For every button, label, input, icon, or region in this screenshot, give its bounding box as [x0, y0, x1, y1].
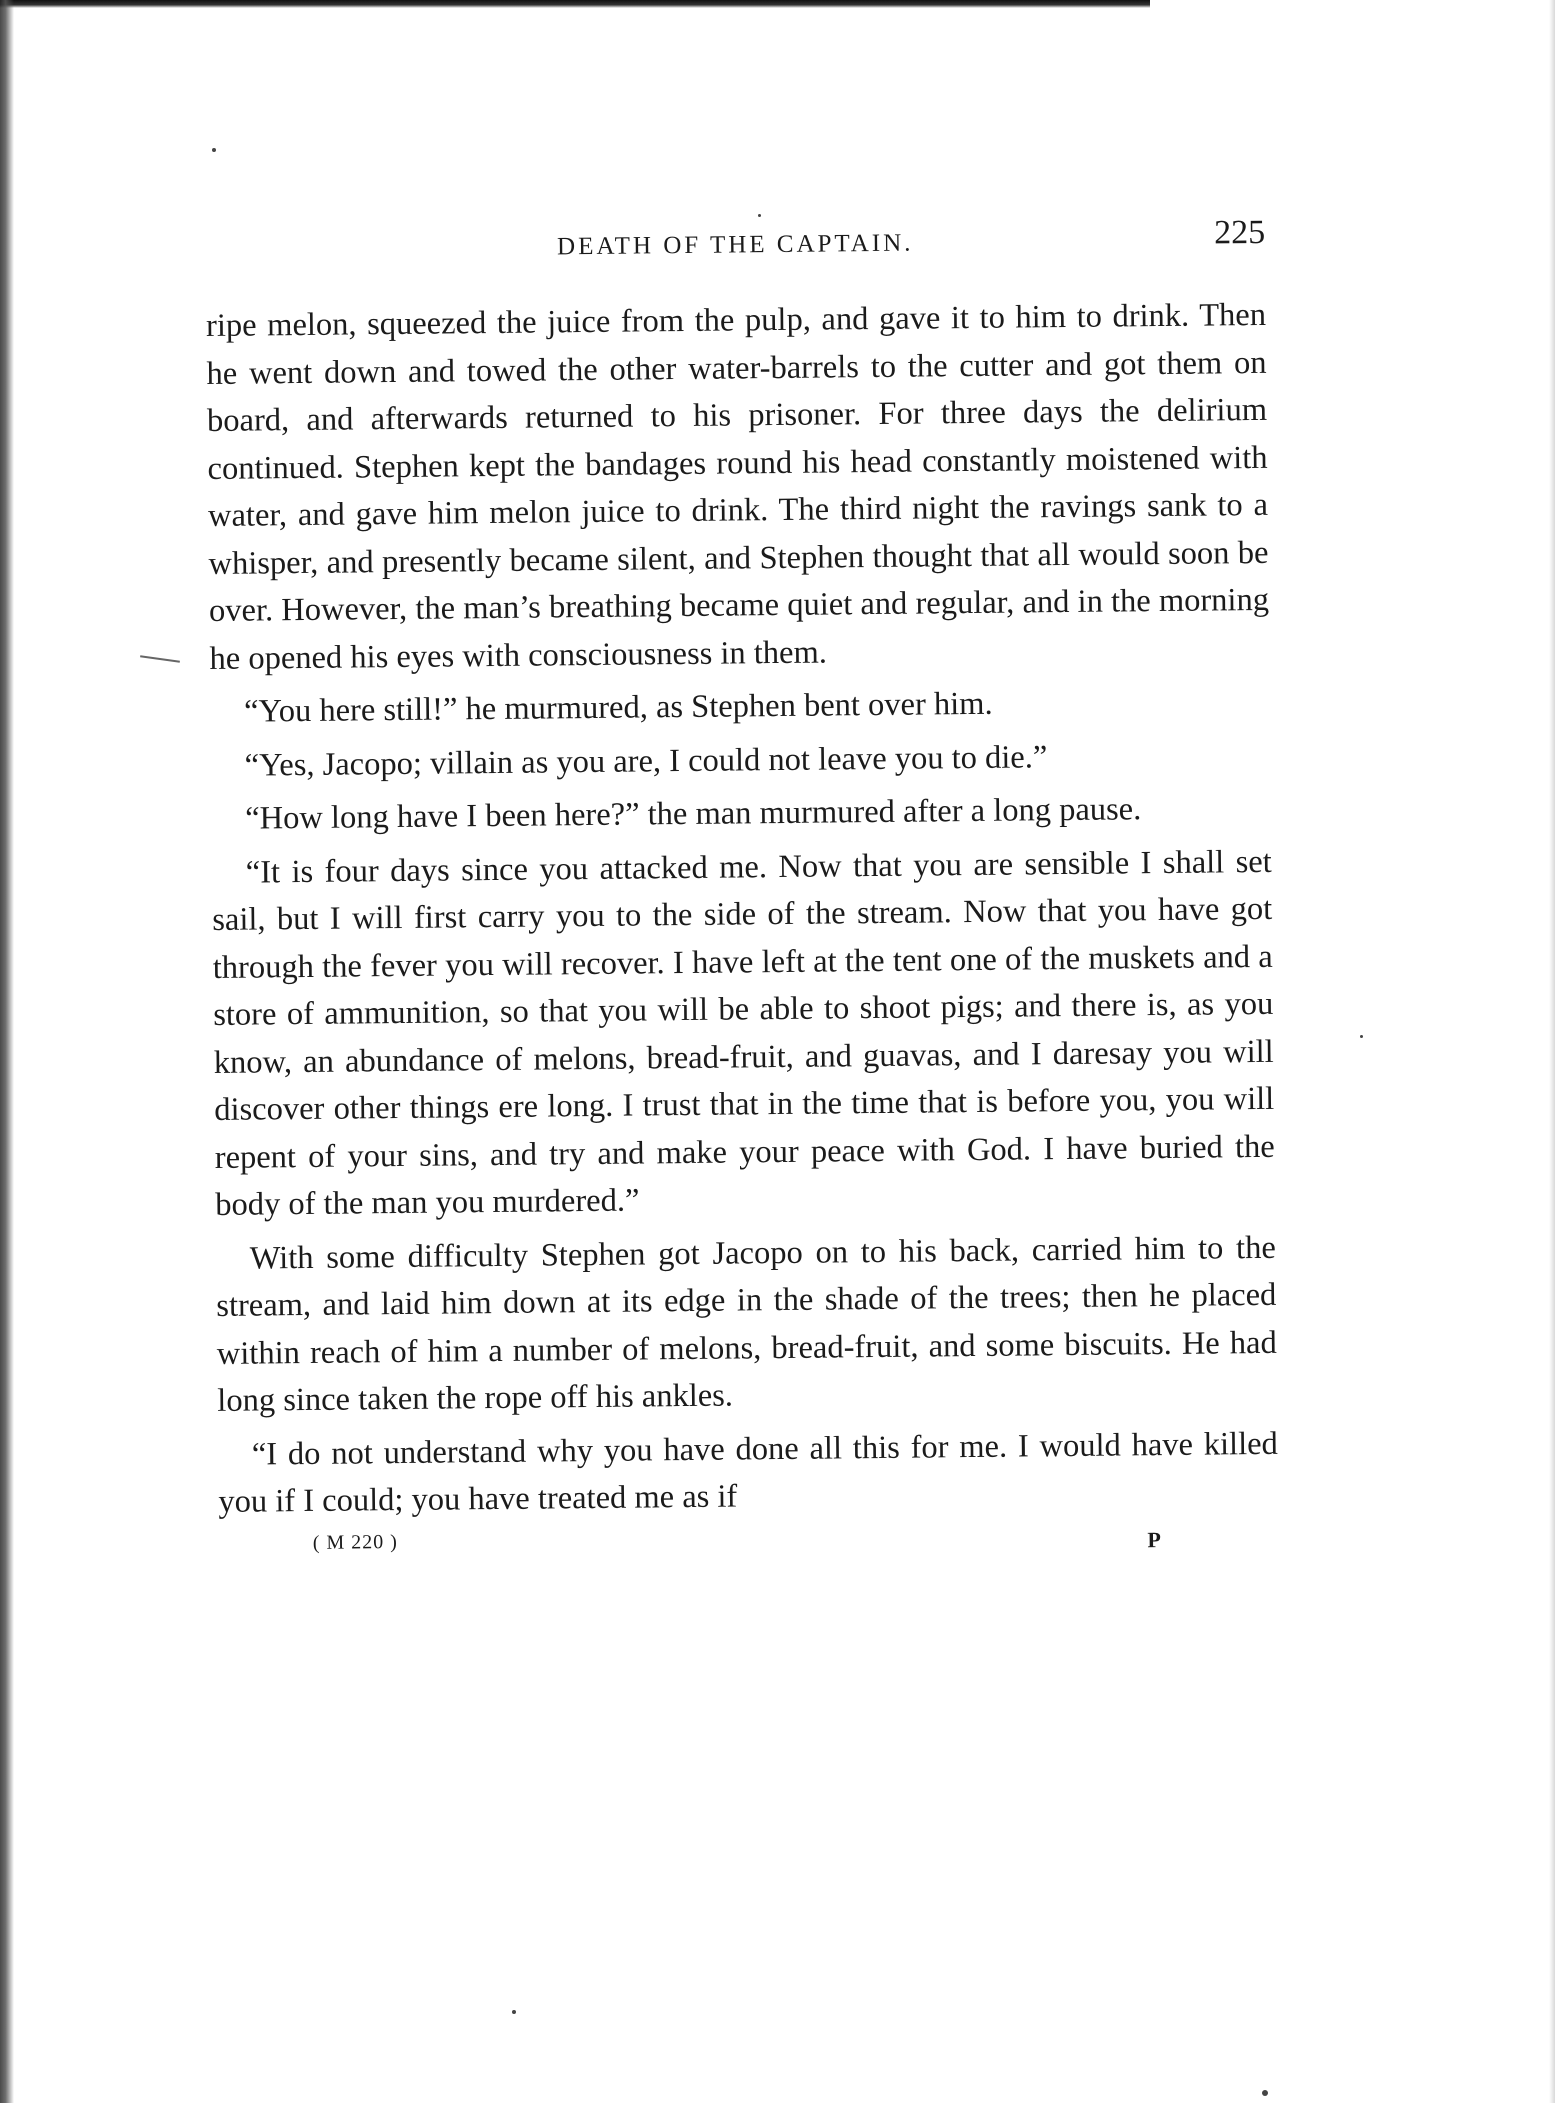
signature-letter: P	[1147, 1526, 1161, 1552]
scan-speck	[1360, 1035, 1363, 1038]
scan-speck	[1262, 2090, 1268, 2096]
paragraph: “You here still!” he murmured, as Stephen bent over him.	[243, 685, 993, 730]
scan-left-edge	[0, 0, 14, 2103]
scan-speck	[212, 148, 216, 152]
paragraph: “It is four days since you attacked me. Now that you are sensible I shall set sail, but I will first carry you to the side of the stream. Now that you have got through the fever you will recover. I have left at the tent one of the muskets and a store of ammunition, so that you will be able to shoot pigs; and there is, as you know, an abundance of melons, bread-fruit, and guavas, and I daresay you will discover other things ere long. I trust that in the time that is before you, you will repent of your sins, and try and make your peace with God. I have buried the body of the man you murdered.”	[212, 843, 1275, 1223]
book-page	[205, 214, 1279, 1573]
running-title: DEATH OF THE CAPTAIN.	[556, 229, 914, 261]
paragraph: With some difficulty Stephen got Jacopo on to his back, carried him to the stream, and laid him down at its edge in the shade of the trees; then he placed within reach of him a number of melons, bread-fruit, and some biscuits. He had long since taken the rope off his ankles.	[216, 1229, 1277, 1419]
scan-speck	[512, 2010, 516, 2014]
paragraph: “How long have I been here?” the man murmured after a long pause.	[245, 791, 1142, 837]
scan-top-edge	[0, 0, 1150, 8]
page-number: 225	[1213, 213, 1266, 252]
body-text	[206, 292, 1279, 1527]
paragraph: “Yes, Jacopo; villain as you are, I could not leave you to die.”	[244, 738, 1048, 784]
running-head	[205, 214, 1266, 285]
margin-pencil-mark	[140, 655, 180, 663]
paragraph: “I do not understand why you have done all this for me. I would have killed you if I could; you have treated me as if	[218, 1425, 1279, 1520]
signature-mark: ( M 220 )	[312, 1530, 399, 1554]
paragraph: ripe melon, squeezed the juice from the pulp, and gave it to him to drink. Then he went down and towed the other water-barrels to the cutter and got them on board, and afterwards returned to his prisoner. For three days the delirium continued. Stephen kept the bandages round his head constantly moistened with water, and gave him melon juice to drink. The third night the ravings sank to a whisper, and presently became silent, and Stephen thought that all would soon be over. However, the man’s breathing became quiet and regular, and in the morning he opened his eyes with consciousness in them.	[205, 296, 1270, 677]
scan-speck	[758, 214, 761, 217]
signature-line	[219, 1521, 1279, 1572]
scan-right-edge	[1549, 0, 1555, 2103]
